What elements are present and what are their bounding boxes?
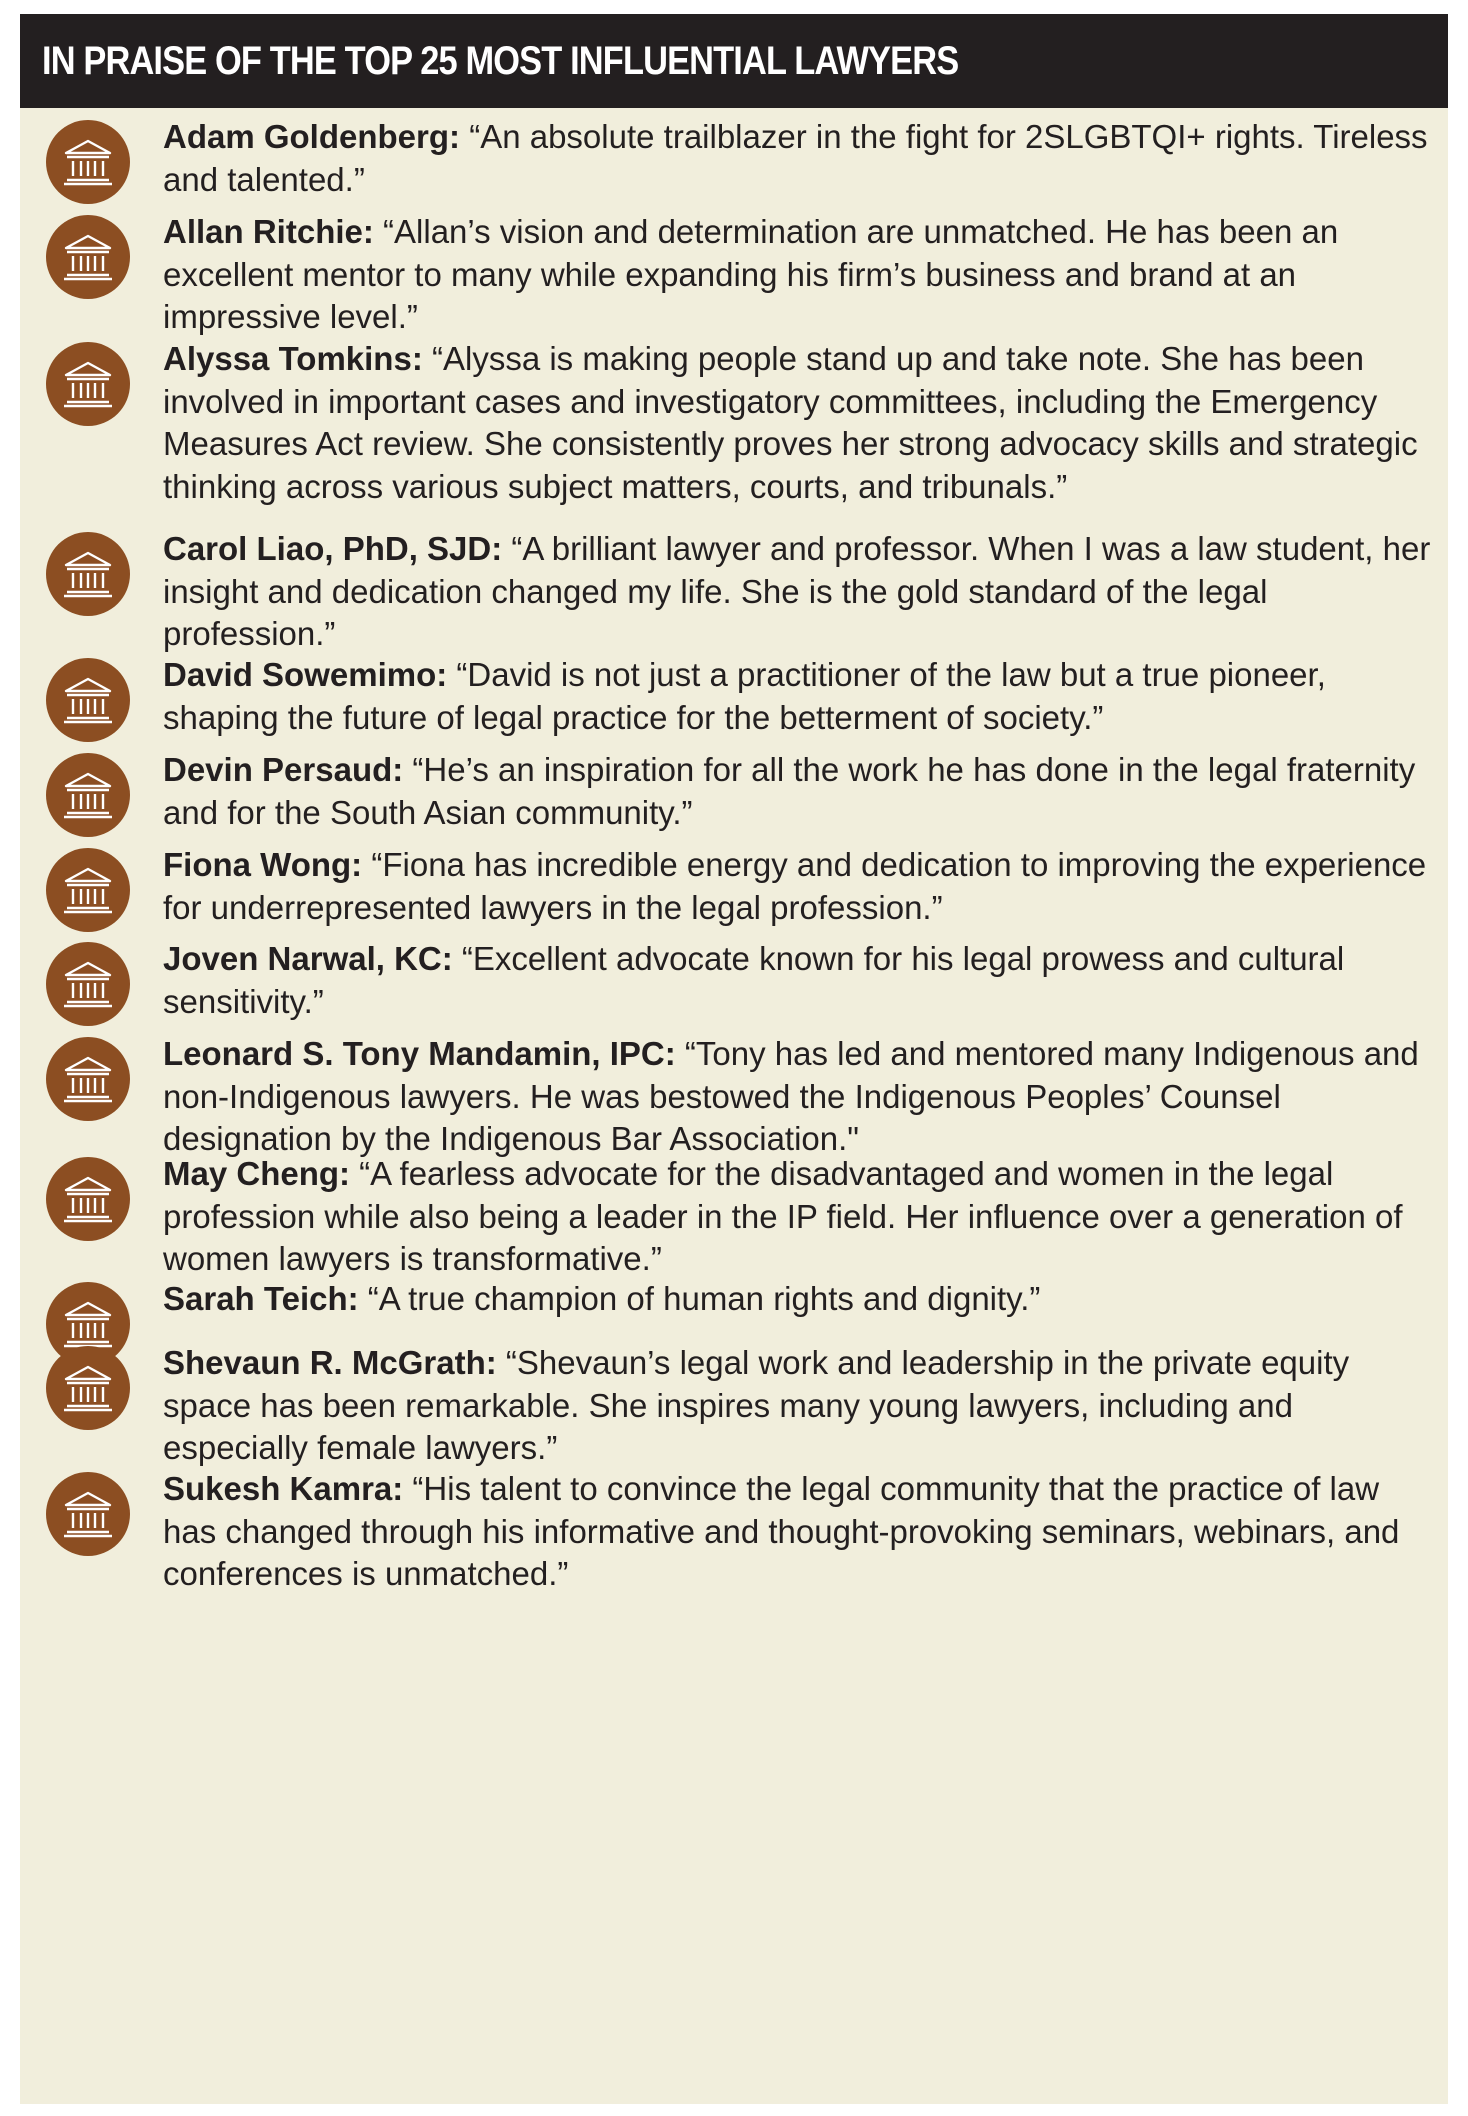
lawyer-name: Fiona Wong: — [163, 846, 363, 883]
entry-text — [163, 1278, 1433, 1321]
header-bar — [20, 14, 1448, 108]
lawyer-name: Adam Goldenberg: — [163, 118, 461, 155]
entry-text — [163, 211, 1433, 339]
lawyer-name: Joven Narwal, KC: — [163, 940, 453, 977]
page-title: IN PRAISE OF THE TOP 25 MOST INFLUENTIAL LAWYERS — [42, 38, 959, 83]
entry-text — [163, 338, 1433, 508]
entry-text — [163, 938, 1433, 1023]
lawyer-quote: “Fiona has incredible energy and dedication to improving the experience for underrepresented lawyers in the legal profession.” — [163, 846, 1427, 926]
lawyer-quote: “A fearless advocate for the disadvantaged and women in the legal profession while also being a leader in the IP field. Her influence over a generation of women lawyers is transformative.” — [163, 1155, 1403, 1277]
courthouse-icon — [46, 532, 130, 616]
lawyer-name: David Sowemimo: — [163, 656, 448, 693]
courthouse-icon — [46, 1472, 130, 1556]
lawyer-name: Sarah Teich: — [163, 1280, 359, 1317]
courthouse-icon — [46, 215, 130, 299]
lawyer-quote: “Alyssa is making people stand up and take note. She has been involved in important cases and investigatory committees, including the Emergency Measures Act review. She consistently proves her strong advocacy skills and strategic thinking across various subject matters, courts, and tribunals.” — [163, 340, 1418, 505]
lawyer-quote: “A brilliant lawyer and professor. When I was a law student, her insight and dedication changed my life. She is the gold standard of the legal profession.” — [163, 530, 1431, 652]
courthouse-icon — [46, 120, 130, 204]
lawyer-name: Alyssa Tomkins: — [163, 340, 423, 377]
lawyer-quote: “Allan’s vision and determination are unmatched. He has been an excellent mentor to many while expanding his firm’s business and brand at an impressive level.” — [163, 213, 1339, 335]
lawyer-quote: “Excellent advocate known for his legal prowess and cultural sensitivity.” — [163, 940, 1345, 1020]
entry-text — [163, 1033, 1433, 1161]
courthouse-icon — [46, 848, 130, 932]
lawyer-quote: “Shevaun’s legal work and leadership in the private equity space has been remarkable. She inspires many young lawyers, including and especially female lawyers.” — [163, 1344, 1350, 1466]
entry-text — [163, 749, 1433, 834]
lawyer-name: Leonard S. Tony Mandamin, IPC: — [163, 1035, 676, 1072]
entry-text — [163, 1468, 1433, 1596]
lawyer-quote: “He’s an inspiration for all the work he has done in the legal fraternity and for the South Asian community.” — [163, 751, 1416, 831]
lawyer-quote: “An absolute trailblazer in the fight for 2SLGBTQI+ rights. Tireless and talented.” — [163, 118, 1428, 198]
lawyer-name: Allan Ritchie: — [163, 213, 374, 250]
entry-text — [163, 1153, 1433, 1281]
lawyer-name: Shevaun R. McGrath: — [163, 1344, 497, 1381]
courthouse-icon — [46, 1346, 130, 1430]
praise-panel — [20, 14, 1448, 2104]
entry-text — [163, 654, 1433, 739]
lawyer-quote: “Tony has led and mentored many Indigenous and non-Indigenous lawyers. He was bestowed the Indigenous Peoples’ Counsel designation by the Indigenous Bar Association." — [163, 1035, 1419, 1157]
entry-text — [163, 528, 1433, 656]
courthouse-icon — [46, 342, 130, 426]
lawyer-name: Sukesh Kamra: — [163, 1470, 404, 1507]
entry-text — [163, 844, 1433, 929]
lawyer-quote: “His talent to convince the legal community that the practice of law has changed through his informative and thought-provoking seminars, webinars, and conferences is unmatched.” — [163, 1470, 1400, 1592]
lawyer-quote: “David is not just a practitioner of the law but a true pioneer, shaping the future of legal practice for the betterment of society.” — [163, 656, 1326, 736]
courthouse-icon — [46, 942, 130, 1026]
courthouse-icon — [46, 1037, 130, 1121]
lawyer-name: Devin Persaud: — [163, 751, 404, 788]
lawyer-quote: “A true champion of human rights and dignity.” — [358, 1280, 1041, 1317]
courthouse-icon — [46, 1157, 130, 1241]
courthouse-icon — [46, 753, 130, 837]
lawyer-name: Carol Liao, PhD, SJD: — [163, 530, 503, 567]
lawyer-name: May Cheng: — [163, 1155, 351, 1192]
entry-text — [163, 116, 1433, 201]
courthouse-icon — [46, 658, 130, 742]
entry-text — [163, 1342, 1433, 1470]
